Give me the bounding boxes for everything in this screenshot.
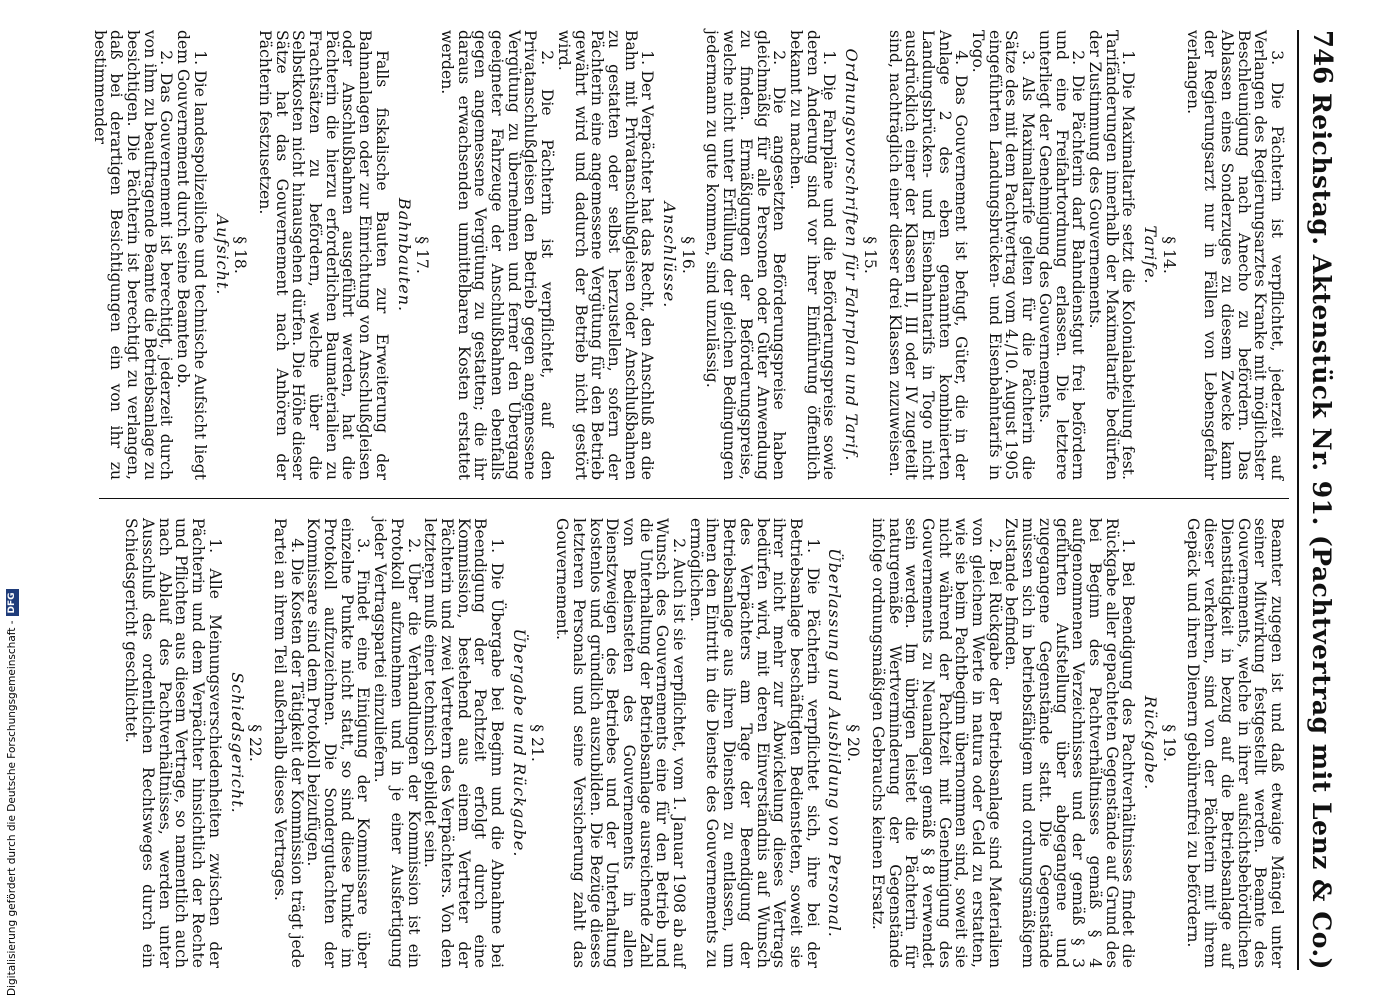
paragraph: 4. Die Kosten der Tätigkeit der Kommission trägt jede Partei an ihrem Teil außerhalb dieses Vertrages. [270, 518, 306, 968]
paragraph: 3. Die Pächterin ist verpflichtet, jederzeit auf Verlangen des Regierungsarztes Kranke mit möglichster Beschleunigung nach Anecho zu befördern. Das Ablassen eines Sonderzuges zu diesem Zwecke kann der Regierungsarzt nur in Fällen von Lebensgefahr verlangen. [1184, 30, 1286, 480]
section-number: § 18. [231, 236, 250, 274]
paragraph: 1. Der Verpächter hat das Recht, den Anschluß an die Bahn mit Privatanschlußgleisen oder Anschlußbahnen zu gestatten oder selbst herzustellen, sofern der Pächterin eine angemessene Vergütung für den Betrieb gewährt wird und dadurch der Betrieb nicht gestört wird. [554, 30, 657, 480]
paragraph: 1. Die landespolizeiliche und technische Aufsicht liegt dem Gouvernement durch seine Beamten ob. [174, 30, 209, 480]
section-title: Übergabe und Rückgabe. [509, 628, 529, 858]
paragraph: 2. Die Pächterin darf Bahndienstgut frei befördern und eine Freifahrtordnung erlassen. Die letztere unterliegt der Genehmigung des Gouvernements. [1035, 30, 1088, 480]
running-title: Reichstag. Aktenstück Nr. 91. (Pachtvertrag mit Lenz & Co.) [1307, 92, 1337, 970]
paragraph: 3. Findet eine Einigung der Kommissare über einzelne Punkte nicht statt, so sind diese Punkte im Protokoll aufzuzeichnen. Die Sondergutachten der Kommissare sind dem Protokoll beizufügen. [304, 518, 373, 968]
section-number: § 16. [678, 236, 697, 274]
section-title: Ordnungsvorschriften für Fahrplan und Tarif. [842, 48, 862, 462]
paragraph: 1. Die Pächterin verpflichtet sich, ihre bei der Betriebsanlage beschäftigten Bediensteten, soweit sie ihrer nicht mehr zur Abwickelung dieses Vertrags bedürfen wird, mit deren Einverständnis auf Wunsch des Verpächters am Tage der Beendigung der Betriebsanlage aus ihren Diensten zu entlassen, um ihnen den Eintritt in die Dienste des Gouvernements zu ermöglichen. [686, 518, 822, 968]
section-number: § 19. [1159, 724, 1178, 762]
paragraph: 2. Auch ist sie verpflichtet, vom 1. Januar 1908 ab auf Wunsch des Gouvernements eine für den Betrieb und die Unterhaltung der Betriebsanlage ausreichende Zahl von Bediensteten des Gouvernements in allen Dienstzweigen des Betriebes und der Unterhaltung kostenlos und gründlich auszubilden. Die Bezüge dieses letzteren Personals und seine Versicherung zahlt das Gouvernement. [553, 518, 689, 968]
right-text-column [123, 518, 1285, 968]
paragraph: Falls fiskalische Bauten zur Erweiterung der Bahnanlagen oder zur Einrichtung von Anschlußgleisen oder Anschlußbahnen ausgeführt werden, hat die Pächterin die hierzu erforderlichen Baumaterialien zu Frachtsätzen zu befördern, welche über die Selbstkosten nicht hinausgehen dürfen. Die Höhe dieser Sätze hat das Gouvernement nach Anhören der Pächterin festzusetzen. [255, 30, 391, 480]
paragraph: 2. Über die Verhandlungen der Kommission ist ein Protokoll aufzunehmen und in je einer Ausfertigung jeder Vertragspartei einzuliefern. [371, 518, 423, 968]
dfg-logo: DFG [6, 589, 19, 616]
section-title: Rückgabe. [1141, 695, 1161, 791]
left-text-column [91, 30, 1285, 480]
paragraph: 2. Bei Rückgabe der Betriebsanlage sind Materialien von gleichem Werte in natura oder Geld zu erstatten, wie sie beim Pachtbeginn übernommen sind, soweit sie nicht während der Pachtzeit mit Genehmigung des Gouvernements zu Neuanlagen gemäß § 8 verwendet sein werden. Im übrigen leistet die Pächterin für naturgemäße Wertverminderung der Gegenstände infolge ordnungsmäßigen Gebrauchs keinen Ersatz. [868, 518, 1004, 968]
section-title: Schiedsgericht. [227, 672, 247, 814]
paragraph: 1. Die Maximaltarife setzt die Kolonialabteilung fest. Tarifänderungen innerhalb der Maximaltarife bedürfen der Zustimmung des Gouvernements. [1085, 30, 1138, 480]
digitization-note: Digitalisierung gefördert durch die Deutsche Forschungsgemeinschaft - [6, 620, 18, 996]
section-title: Überlassung und Ausbildung von Personal. [825, 548, 845, 938]
section-title: Tarife. [1141, 225, 1161, 285]
paragraph: 1. Die Übergabe bei Beginn und die Abnahme bei Beendigung der Pachtzeit erfolgt durch eine Kommission, bestehend aus einem Vertreter der Pächterin und zwei Vertretern des Verpächters. Von den letzteren muß einer technisch gebildet sein. [421, 518, 507, 968]
section-title: Anschlüsse. [660, 201, 680, 309]
section-number: § 20. [844, 724, 863, 762]
paragraph: Beamter zugegen ist und daß etwaige Mängel unter seiner Mitwirkung festgestellt werden. Beamte des Gouvernements, welche in ihrer aufsichtsbehördlichen Diensttätigkeit in bezug auf die Betriebsanlage auf dieser verkehren, sind von der Pächterin mit ihrem Gepäck und ihren Dienern gebührenfrei zu befördern. [1184, 518, 1286, 968]
section-number: § 17. [413, 236, 432, 274]
column-divider [99, 498, 1289, 499]
page-number: 746 [1307, 30, 1337, 85]
rotated-page-content [90, 30, 1345, 970]
paragraph: 3. Als Maximaltarife gelten für die Pächterin die Sätze des mit dem Pachtvertrag vom 4./10. August 1905 eingeführten Landungsbrücken- und Eisenbahntarifs in Togo. [969, 30, 1038, 480]
section-number: § 14. [1159, 236, 1178, 274]
section-number: § 21. [528, 724, 547, 762]
section-title: Aufsicht. [212, 214, 232, 296]
paragraph: 4. Das Gouvernement ist befugt, Güter, die in der Anlage 2 des eben genannten kombinierten Landungsbrücken- und Eisenbahntarifs in Togo nicht ausdrücklich einer der Klassen II, III oder IV zugeteilt sind, nachträglich einer dieser drei Klassen zuzuweisen. [885, 30, 971, 480]
section-number: § 15. [860, 236, 879, 274]
paragraph: 1. Bei Beendigung des Pachtverhältnisses findet die Rückgabe aller gepachteten Gegenstände auf Grund des bei Beginn des Pachtverhältnisses gemäß § 4 aufgenommenen Verzeichnisses und der gemäß § 3 geführten Aufstellung über abgegangene und zugegangene Gegenstände statt. Die Gegenstände müssen sich in betriebsfähigem und ordnungsmäßigem Zustande befinden. [1002, 518, 1138, 968]
paragraph: 2. Die Pächterin ist verpflichtet, auf den Privatanschlußgleisen den Betrieb gegen angemessene Vergütung zu übernehmen und ferner den Übergang geeigneter Fahrzeuge der Anschlußbahnen ebenfalls gegen angemessene Vergütung zu gestatten; die ihr daraus erwachsenden unmittelbaren Kosten erstattet werden. [437, 30, 557, 480]
section-title: Bahnbauten. [394, 197, 414, 313]
page-header [1297, 30, 1345, 970]
digitization-footer [5, 0, 19, 996]
paragraph: 1. Die Fahrpläne und die Beförderungspreise sowie deren Änderung sind vor ihrer Einführung öffentlich bekannt zu machen. [787, 30, 839, 480]
paragraph: 2. Das Gouvernement ist berechtigt, jederzeit durch von ihm zu beauftragende Beamte die Betriebsanlage zu besichtigen. Die Pächterin ist berechtigt zu verlangen, daß bei derartigen Besichtigungen ein von ihr zu bestimmender [90, 30, 176, 480]
paragraph: 1. Alle Meinungsverschiedenheiten zwischen der Pächterin und dem Verpächter hinsichtlich der Rechte und Pflichten aus diesem Vertrage, so namentlich auch nach Ablauf des Pachtverhältnisses, werden unter Ausschluß des ordentlichen Rechtsweges durch ein Schiedsgericht geschlichtet. [122, 518, 224, 968]
section-number: § 22. [246, 724, 265, 762]
paragraph: 2. Die angesetzten Beförderungspreise haben gleichmäßig für alle Personen oder Güter Anwendung zu finden. Ermäßigungen der Beförderungspreise, welche nicht unter Erfüllung der gleichen Bedingungen jedermann zu gute kommen, sind unzulässig. [703, 30, 789, 480]
